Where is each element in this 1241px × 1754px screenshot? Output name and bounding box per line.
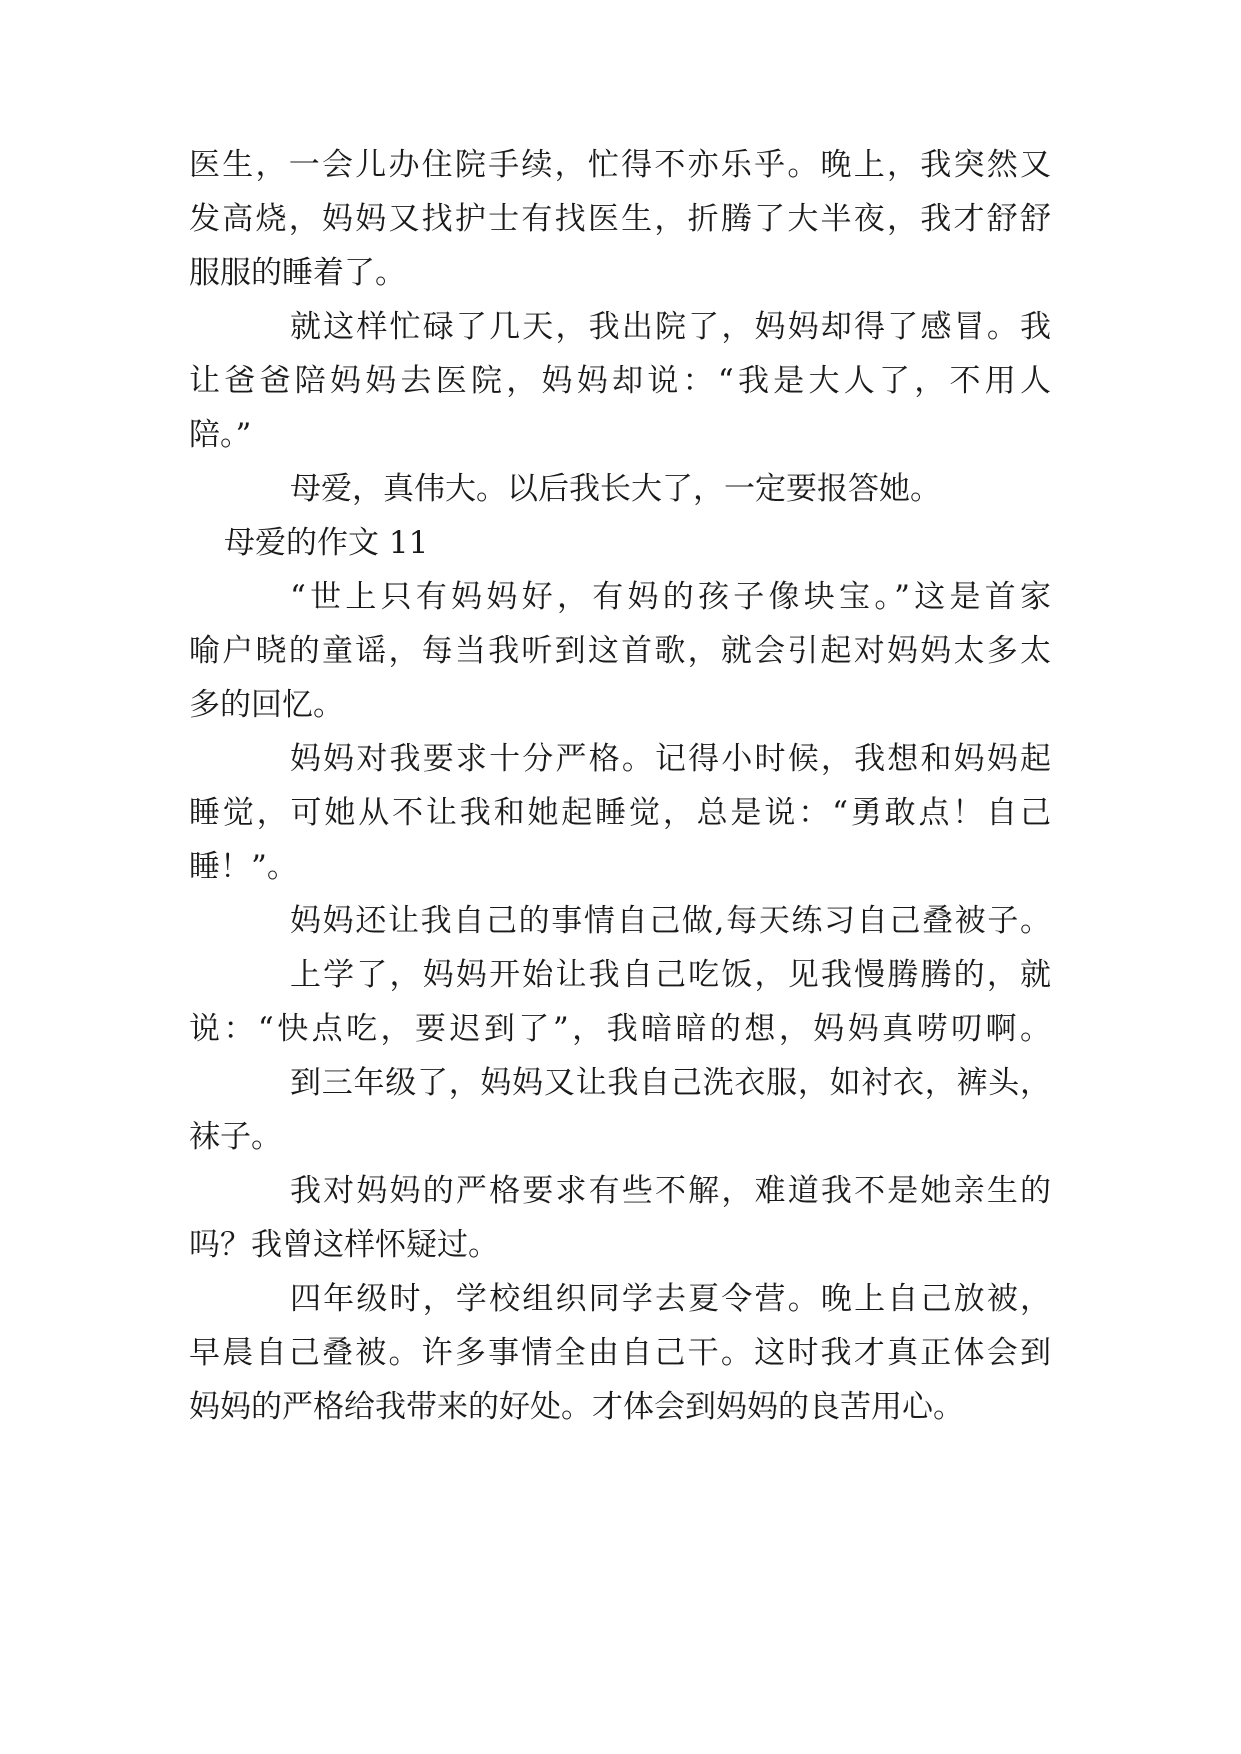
- text-line: “世上只有妈妈好，有妈的孩子像块宝。”这是首家: [290, 579, 1051, 615]
- text-line: 早晨自己叠被。许多事情全由自己干。这时我才真正体会到: [189, 1335, 1051, 1371]
- text-line: 多的回忆。: [189, 687, 344, 723]
- text-line: 四年级时，学校组织同学去夏令营。晚上自己放被，: [290, 1281, 1051, 1317]
- text-line: 袜子。: [189, 1119, 282, 1155]
- text-line: 到三年级了，妈妈又让我自己洗衣服，如衬衣，裤头，: [290, 1065, 1051, 1101]
- text-line: 就这样忙碌了几天，我出院了，妈妈却得了感冒。我: [290, 309, 1051, 345]
- text-line: 妈妈还让我自己的事情自己做,每天练习自己叠被子。: [290, 903, 1051, 939]
- text-line: 我对妈妈的严格要求有些不解，难道我不是她亲生的: [290, 1173, 1051, 1209]
- text-line: 发高烧，妈妈又找护士有找医生，折腾了大半夜，我才舒舒: [189, 201, 1051, 237]
- text-line: 睡觉，可她从不让我和她起睡觉，总是说：“勇敢点！自己: [189, 795, 1051, 831]
- text-line: 服服的睡着了。: [189, 255, 406, 291]
- text-line: 说：“快点吃，要迟到了”，我暗暗的想，妈妈真唠叨啊。: [189, 1011, 1051, 1047]
- text-line: 妈妈的严格给我带来的好处。才体会到妈妈的良苦用心。: [189, 1389, 964, 1425]
- text-line: 吗？我曾这样怀疑过。: [189, 1227, 499, 1263]
- text-line: 喻户晓的童谣，每当我听到这首歌，就会引起对妈妈太多太: [189, 633, 1051, 669]
- text-line: 母爱，真伟大。以后我长大了，一定要报答她。: [290, 471, 941, 507]
- text-line: 医生，一会儿办住院手续，忙得不亦乐乎。晚上，我突然又: [189, 147, 1051, 183]
- text-line: 让爸爸陪妈妈去医院，妈妈却说：“我是大人了，不用人: [189, 363, 1051, 399]
- section-heading: 母爱的作文 11: [224, 525, 429, 561]
- text-line: 陪。”: [189, 417, 252, 453]
- text-line: 睡！”。: [189, 849, 298, 885]
- text-line: 妈妈对我要求十分严格。记得小时候，我想和妈妈起: [290, 741, 1051, 777]
- text-line: 上学了，妈妈开始让我自己吃饭，见我慢腾腾的，就: [290, 957, 1051, 993]
